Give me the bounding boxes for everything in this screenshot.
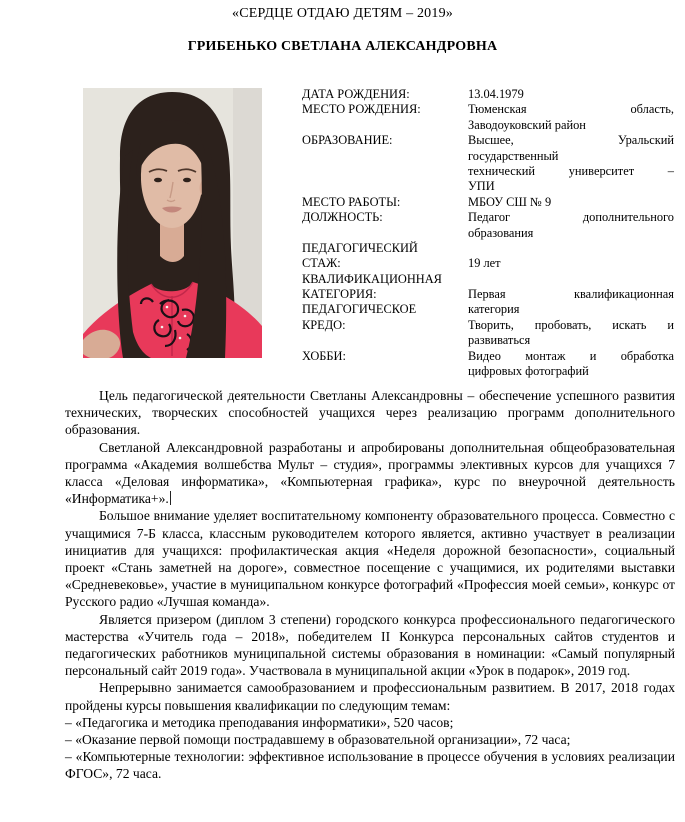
profile-value: Тюменская область,: [468, 102, 674, 117]
profile-row: [302, 133, 674, 148]
paragraph: [65, 679, 675, 713]
profile-value: [468, 241, 674, 256]
paragraph: [65, 714, 675, 731]
profile-value: 19 лет: [468, 256, 501, 271]
paragraph: [65, 611, 675, 680]
profile-label: [302, 164, 468, 179]
profile-label: ДАТА РОЖДЕНИЯ:: [302, 87, 410, 101]
text-cursor: [170, 491, 172, 505]
profile-value: Видео монтаж и обработка: [468, 348, 674, 363]
paragraph-text: Большое внимание уделяет воспитательному компоненту образовательного процесса. Совместно с учащимися 7-Б класса, классным руководителем которого является, активно участвует в реализации инициатив для учащихся: профилактическая акция «Неделя дорожной безопасности», социальный проект «Стань заметней на дороге», совместное посещение с учащимися, их родителями выставки «Средневековье», участие в муниципальном конкурсе фотографий «Профессия моей семьи», конкурс от Русского радио «Лучшая команда».: [65, 508, 675, 610]
profile-label: КАТЕГОРИЯ:: [302, 287, 377, 302]
profile-value: Заводоуковский район: [468, 117, 586, 132]
profile-row: [302, 349, 674, 364]
profile-row: [302, 195, 674, 210]
paragraph: [65, 731, 675, 748]
profile-label: МЕСТО РАБОТЫ:: [302, 194, 401, 209]
profile-value: Первая квалификационная: [468, 287, 674, 302]
paragraph-text: – «Педагогика и методика преподавания информатики», 520 часов;: [65, 714, 454, 730]
profile-value: МБОУ СШ № 9: [468, 194, 552, 209]
profile-row: [302, 164, 674, 179]
profile-row: [302, 241, 674, 256]
profile-value: образования: [468, 225, 534, 240]
profile-label: ОБРАЗОВАНИЕ:: [302, 133, 393, 148]
profile-row: [302, 364, 674, 379]
document-text-area[interactable]: [65, 387, 675, 783]
profile-value: 13.04.1979: [468, 87, 524, 101]
profile-label: КВАЛИФИКАЦИОННАЯ: [302, 271, 442, 286]
contest-title: «СЕРДЦЕ ОТДАЮ ДЕТЯМ – 2019»: [232, 6, 453, 21]
portrait-photo: [83, 88, 262, 358]
profile-label: ХОББИ:: [302, 348, 346, 363]
profile-label: ПЕДАГОГИЧЕСКОЕ: [302, 302, 417, 317]
paragraph-text: – «Оказание первой помощи пострадавшему в образовательной организации», 72 часа;: [65, 732, 571, 748]
profile-row: [302, 287, 674, 302]
profile-value: цифровых фотографий: [468, 364, 589, 379]
profile-row: [302, 149, 674, 164]
profile-label: [302, 333, 468, 348]
profile-row: [302, 302, 674, 317]
profile-row: [302, 318, 674, 333]
profile-table: [302, 87, 674, 379]
profile-label: [302, 226, 468, 241]
profile-value: государственный: [468, 148, 559, 163]
profile-row: [302, 333, 674, 348]
paragraph: [65, 439, 675, 508]
profile-row: [302, 256, 674, 271]
profile-value: Педагог дополнительного: [468, 210, 674, 225]
profile-label: КРЕДО:: [302, 317, 346, 332]
profile-label: [302, 179, 468, 194]
profile-row: [302, 179, 674, 194]
paragraph: [65, 507, 675, 610]
paragraph-text: Является призером (диплом 3 степени) городского конкурса профессионального педагогического мастерства «Учитель года – 2018», победителем II Конкурса персональных сайтов студентов и педагогических работников муниципальной системы образования в номинации: «Самый популярный персональный сайт 2019 года». Участвовала в муниципальной акции «Урок в подарок», 2019 год.: [65, 611, 675, 679]
profile-label: ДОЛЖНОСТЬ:: [302, 210, 383, 225]
profile-row: [302, 102, 674, 117]
profile-label: ПЕДАГОГИЧЕСКИЙ: [302, 240, 418, 255]
profile-label: СТАЖ:: [302, 256, 341, 271]
profile-label: [302, 364, 468, 379]
paragraph: [65, 748, 675, 782]
paragraph-text: Цель педагогической деятельности Светланы Александровны – обеспечение успешного развития технических, творческих способностей учащихся через реализацию программ дополнительного образования.: [65, 388, 675, 438]
profile-value: развиваться: [468, 333, 531, 348]
profile-label: [302, 149, 468, 164]
profile-label: [302, 118, 468, 133]
person-name: ГРИБЕНЬКО СВЕТЛАНА АЛЕКСАНДРОВНА: [187, 39, 498, 54]
paragraph-text: Непрерывно занимается самообразованием и профессиональным развитием. В 2017, 2018 годах пройдены курсы повышения квалификации по следующим темам:: [65, 680, 675, 713]
profile-value: технический университет –: [468, 163, 674, 178]
profile-value: Высшее, Уральский: [468, 133, 674, 148]
profile-row: [302, 226, 674, 241]
paragraph: [65, 387, 675, 439]
profile-value: категория: [468, 302, 520, 317]
profile-row: [302, 272, 674, 287]
profile-row: [302, 118, 674, 133]
profile-value: Творить, пробовать, искать и: [468, 317, 674, 332]
paragraph-text: – «Компьютерные технологии: эффективное использование в процессе обучения в условиях реализации ФГОС», 72 часа.: [65, 749, 675, 782]
profile-row: [302, 87, 674, 102]
profile-row: [302, 210, 674, 225]
profile-value: [468, 272, 674, 287]
profile-value: УПИ: [468, 179, 495, 194]
profile-label: МЕСТО РОЖДЕНИЯ:: [302, 102, 421, 117]
paragraph-text: Светланой Александровной разработаны и апробированы дополнительная общеобразовательная программа «Академия волшебства Мульт – студия», программы элективных курсов для учащихся 7 класса «Деловая информатика», «Компьютерная графика», курс по внеурочной деятельность «Информатика+».: [65, 439, 675, 507]
